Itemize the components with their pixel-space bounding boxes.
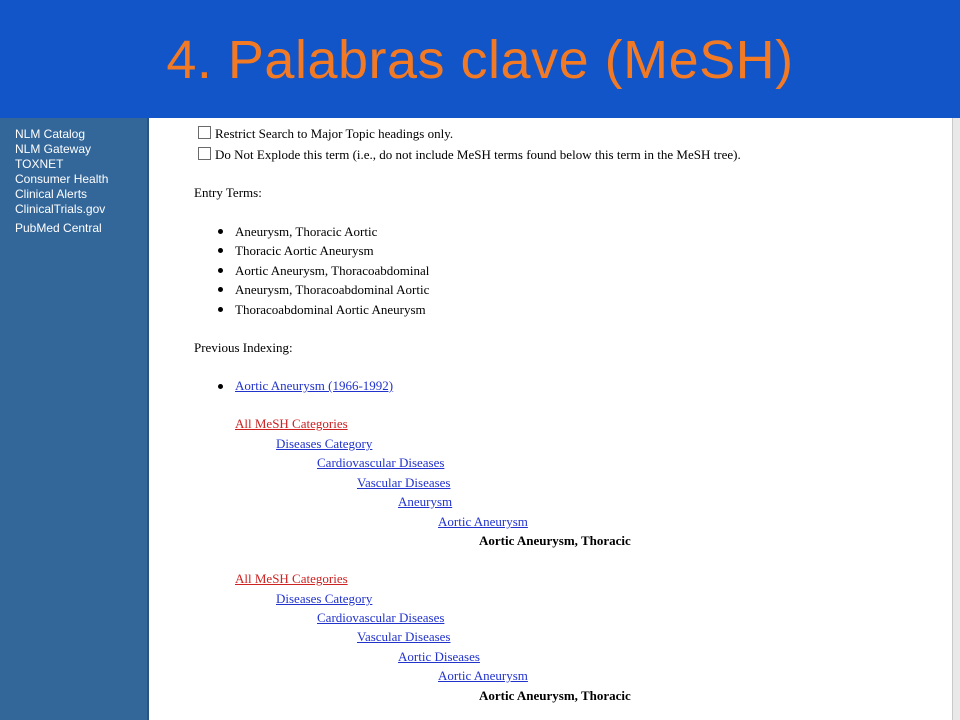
slide-title-bar xyxy=(0,0,960,118)
tree2-level-4 xyxy=(398,649,480,665)
slide-title: 4. Palabras clave (MeSH) xyxy=(166,30,794,90)
restrict-major-topic-checkbox[interactable] xyxy=(198,126,211,139)
tree1-level-3 xyxy=(357,475,451,491)
bullet xyxy=(218,287,223,292)
tree1-level-5 xyxy=(438,514,528,530)
restrict-major-topic-label: Restrict Search to Major Topic headings only. xyxy=(215,126,454,141)
bullet xyxy=(218,307,223,312)
tree1-level-2 xyxy=(317,455,444,471)
sidebar-item-toxnet[interactable]: TOXNET xyxy=(15,157,64,171)
diseases-category-link[interactable]: Diseases Category xyxy=(276,591,373,606)
sidebar xyxy=(0,100,149,720)
aortic-aneurysm-link[interactable]: Aortic Aneurysm xyxy=(438,668,528,683)
tree2-level-0 xyxy=(235,571,348,587)
tree2-level-5 xyxy=(438,668,528,684)
previous-indexing-item xyxy=(235,378,393,394)
bullet xyxy=(218,384,223,389)
tree2-level-3 xyxy=(357,629,451,645)
tree2-level-1 xyxy=(276,591,372,607)
previous-indexing-heading: Previous Indexing: xyxy=(194,340,293,355)
tree1-level-0 xyxy=(235,416,348,432)
vascular-diseases-link[interactable]: Vascular Diseases xyxy=(357,629,451,644)
entry-term: Thoracic Aortic Aneurysm xyxy=(235,243,374,258)
sidebar-item-nlm-gateway[interactable]: NLM Gateway xyxy=(15,142,92,156)
entry-term: Thoracoabdominal Aortic Aneurysm xyxy=(235,302,426,317)
sidebar-item-clinicaltrials[interactable]: ClinicalTrials.gov xyxy=(15,202,106,216)
aneurysm-link[interactable]: Aneurysm xyxy=(398,494,453,509)
bullet xyxy=(218,268,223,273)
cardiovascular-diseases-link[interactable]: Cardiovascular Diseases xyxy=(317,455,445,470)
vascular-diseases-link[interactable]: Vascular Diseases xyxy=(357,475,451,490)
entry-terms-heading: Entry Terms: xyxy=(194,185,262,200)
sidebar-item-pubmed-central[interactable]: PubMed Central xyxy=(15,221,102,235)
previous-indexing-link[interactable]: Aortic Aneurysm (1966-1992) xyxy=(235,378,394,393)
sidebar-item-nlm-catalog[interactable]: NLM Catalog xyxy=(15,127,86,141)
sidebar-item-clinical-alerts[interactable]: Clinical Alerts xyxy=(15,187,88,201)
entry-term: Aneurysm, Thoracic Aortic xyxy=(235,224,378,239)
cardiovascular-diseases-link[interactable]: Cardiovascular Diseases xyxy=(317,610,445,625)
tree1-level-1 xyxy=(276,436,372,452)
aortic-aneurysm-link[interactable]: Aortic Aneurysm xyxy=(438,514,528,529)
explode-option-row xyxy=(198,147,741,163)
scrollbar[interactable] xyxy=(952,118,960,720)
restrict-option-row xyxy=(198,126,453,142)
tree1-current-term: Aortic Aneurysm, Thoracic xyxy=(479,533,631,548)
diseases-category-link[interactable]: Diseases Category xyxy=(276,436,373,451)
entry-term: Aneurysm, Thoracoabdominal Aortic xyxy=(235,282,430,297)
tree1-level-4 xyxy=(398,494,452,510)
do-not-explode-label: Do Not Explode this term (i.e., do not include MeSH terms found below this term in the MeSH tree). xyxy=(215,147,741,162)
sidebar-item-consumer-health[interactable]: Consumer Health xyxy=(15,172,109,186)
bullet xyxy=(218,248,223,253)
all-mesh-categories-link[interactable]: All MeSH Categories xyxy=(235,571,348,586)
aortic-diseases-link[interactable]: Aortic Diseases xyxy=(398,649,480,664)
all-mesh-categories-link[interactable]: All MeSH Categories xyxy=(235,416,348,431)
entry-term: Aortic Aneurysm, Thoracoabdominal xyxy=(235,263,430,278)
bullet xyxy=(218,229,223,234)
tree2-level-2 xyxy=(317,610,444,626)
do-not-explode-checkbox[interactable] xyxy=(198,147,211,160)
tree2-current-term: Aortic Aneurysm, Thoracic xyxy=(479,688,631,703)
